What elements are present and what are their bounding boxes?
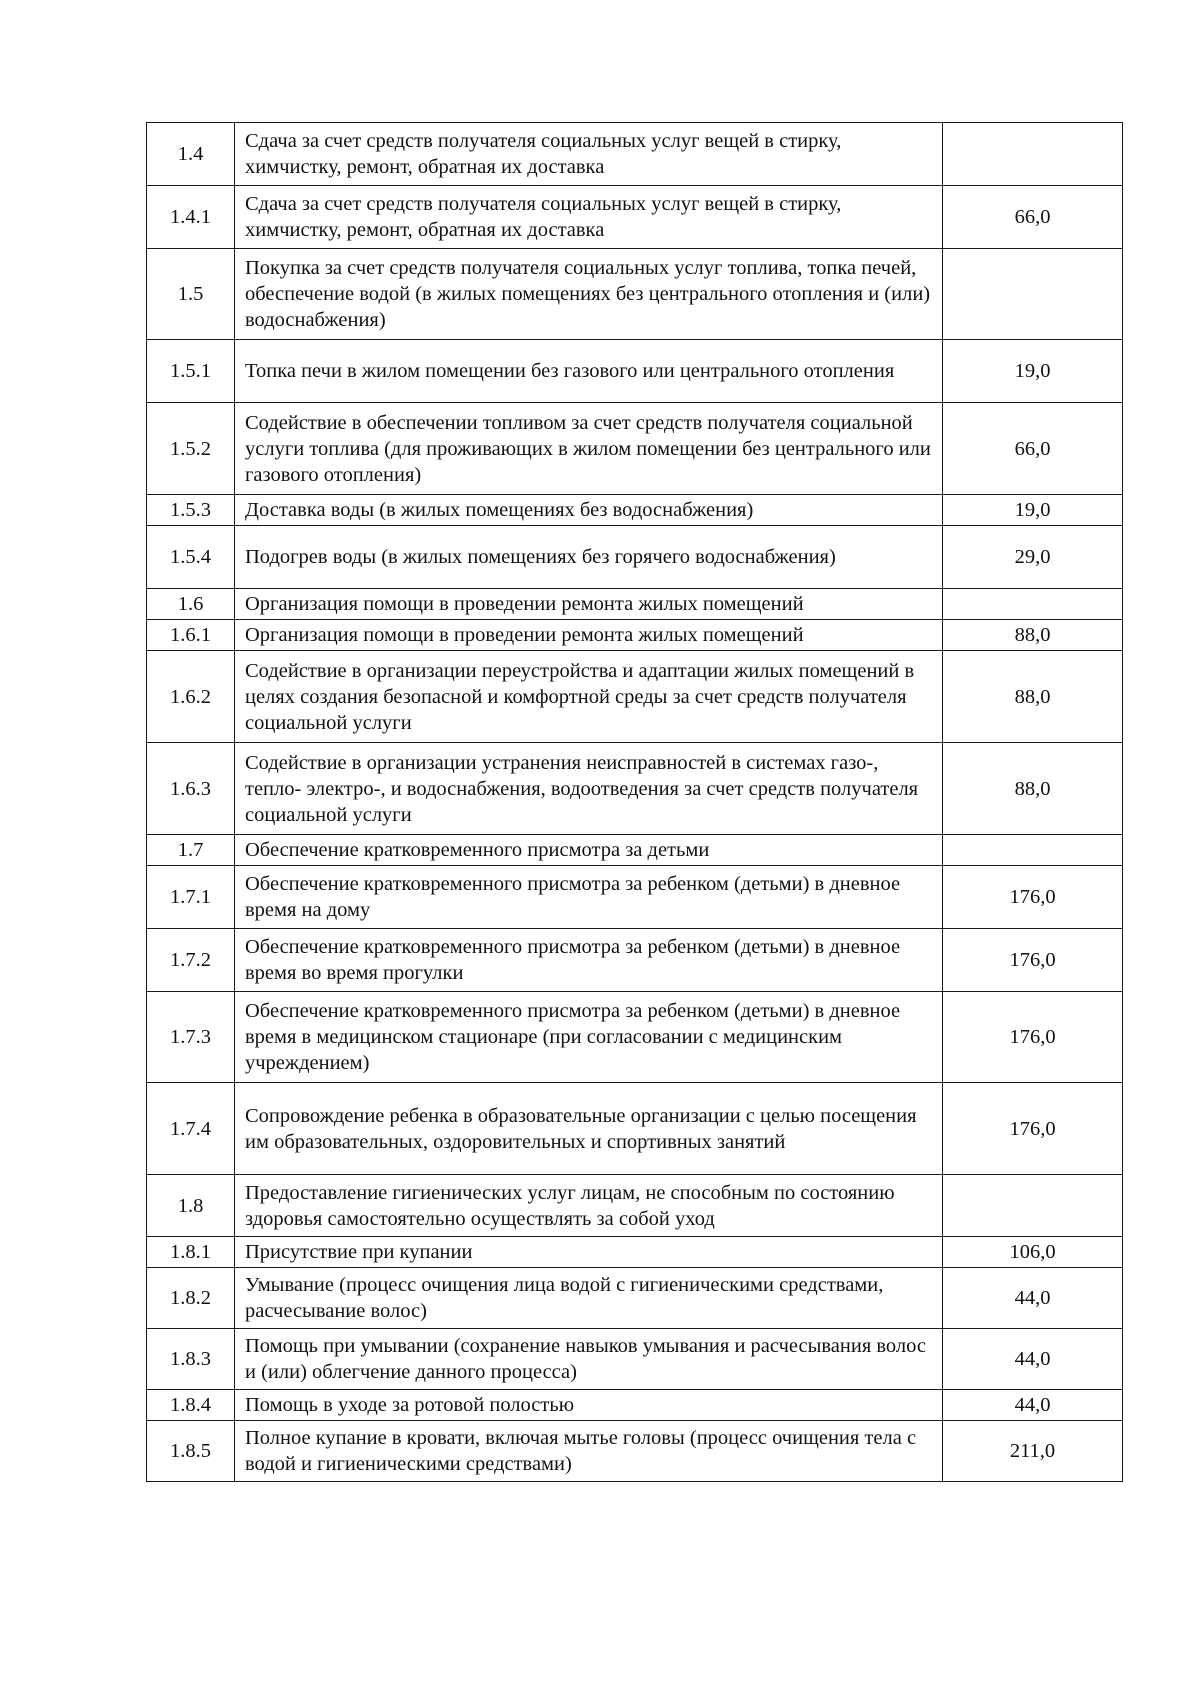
service-price: 211,0 — [943, 1421, 1123, 1482]
service-number: 1.6 — [147, 589, 235, 620]
table-row — [147, 340, 1123, 403]
table-row — [147, 835, 1123, 866]
service-description: Обеспечение кратковременного присмотра за детьми — [235, 835, 943, 866]
service-number: 1.5.2 — [147, 403, 235, 495]
service-description: Помощь в уходе за ротовой полостью — [235, 1390, 943, 1421]
table-row — [147, 1421, 1123, 1482]
service-price: 176,0 — [943, 992, 1123, 1083]
table-row — [147, 589, 1123, 620]
service-price — [943, 123, 1123, 186]
service-description: Содействие в обеспечении топливом за счет средств получателя социальной услуги топлива (для проживающих в жилом помещении без центрального или газового отопления) — [235, 403, 943, 495]
service-price — [943, 835, 1123, 866]
service-number: 1.5 — [147, 249, 235, 340]
service-description: Содействие в организации переустройства и адаптации жилых помещений в целях создания безопасной и комфортной среды за счет средств получателя социальной услуги — [235, 651, 943, 743]
service-price: 88,0 — [943, 651, 1123, 743]
table-row — [147, 1390, 1123, 1421]
service-price: 176,0 — [943, 866, 1123, 929]
service-number: 1.7.1 — [147, 866, 235, 929]
service-price: 106,0 — [943, 1237, 1123, 1268]
table-row — [147, 1329, 1123, 1390]
service-price: 88,0 — [943, 620, 1123, 651]
table-row — [147, 249, 1123, 340]
table-row — [147, 620, 1123, 651]
service-description: Сдача за счет средств получателя социальных услуг вещей в стирку, химчистку, ремонт, обратная их доставка — [235, 123, 943, 186]
service-number: 1.5.3 — [147, 495, 235, 526]
service-number: 1.7.2 — [147, 929, 235, 992]
service-number: 1.4 — [147, 123, 235, 186]
service-number: 1.6.3 — [147, 743, 235, 835]
table-row — [147, 495, 1123, 526]
service-description: Помощь при умывании (сохранение навыков умывания и расчесывания волос и (или) облегчение данного процесса) — [235, 1329, 943, 1390]
service-price: 19,0 — [943, 495, 1123, 526]
service-price — [943, 1175, 1123, 1237]
services-price-table — [146, 122, 1123, 1482]
table-row — [147, 992, 1123, 1083]
table-row — [147, 123, 1123, 186]
service-description: Сопровождение ребенка в образовательные организации с целью посещения им образовательных, оздоровительных и спортивных занятий — [235, 1083, 943, 1175]
service-description: Доставка воды (в жилых помещениях без водоснабжения) — [235, 495, 943, 526]
service-price: 44,0 — [943, 1268, 1123, 1329]
service-description: Топка печи в жилом помещении без газового или центрального отопления — [235, 340, 943, 403]
service-description: Сдача за счет средств получателя социальных услуг вещей в стирку, химчистку, ремонт, обратная их доставка — [235, 186, 943, 249]
service-number: 1.4.1 — [147, 186, 235, 249]
service-number: 1.8 — [147, 1175, 235, 1237]
service-price: 88,0 — [943, 743, 1123, 835]
service-number: 1.7.3 — [147, 992, 235, 1083]
service-price: 66,0 — [943, 403, 1123, 495]
service-price: 19,0 — [943, 340, 1123, 403]
table-row — [147, 1083, 1123, 1175]
table-row — [147, 651, 1123, 743]
table-row — [147, 866, 1123, 929]
service-description: Обеспечение кратковременного присмотра за ребенком (детьми) в дневное время в медицинском стационаре (при согласовании с медицинским учреждением) — [235, 992, 943, 1083]
service-price: 66,0 — [943, 186, 1123, 249]
service-price: 44,0 — [943, 1390, 1123, 1421]
service-description: Содействие в организации устранения неисправностей в системах газо-, тепло- электро-, и водоснабжения, водоотведения за счет средств получателя социальной услуги — [235, 743, 943, 835]
table-row — [147, 1175, 1123, 1237]
service-number: 1.5.4 — [147, 526, 235, 589]
service-price: 44,0 — [943, 1329, 1123, 1390]
service-description: Обеспечение кратковременного присмотра за ребенком (детьми) в дневное время на дому — [235, 866, 943, 929]
service-price — [943, 249, 1123, 340]
service-price: 176,0 — [943, 929, 1123, 992]
service-number: 1.8.3 — [147, 1329, 235, 1390]
table-row — [147, 743, 1123, 835]
service-number: 1.6.1 — [147, 620, 235, 651]
service-description: Полное купание в кровати, включая мытье головы (процесс очищения тела с водой и гигиеническими средствами) — [235, 1421, 943, 1482]
service-description: Подогрев воды (в жилых помещениях без горячего водоснабжения) — [235, 526, 943, 589]
service-description: Умывание (процесс очищения лица водой с гигиеническими средствами, расчесывание волос) — [235, 1268, 943, 1329]
table-row — [147, 403, 1123, 495]
service-description: Покупка за счет средств получателя социальных услуг топлива, топка печей, обеспечение водой (в жилых помещениях без центрального отопления и (или) водоснабжения) — [235, 249, 943, 340]
table-row — [147, 1237, 1123, 1268]
service-number: 1.8.5 — [147, 1421, 235, 1482]
service-description: Организация помощи в проведении ремонта жилых помещений — [235, 620, 943, 651]
service-description: Предоставление гигиенических услуг лицам, не способным по состоянию здоровья самостоятельно осуществлять за собой уход — [235, 1175, 943, 1237]
table-row — [147, 1268, 1123, 1329]
service-number: 1.5.1 — [147, 340, 235, 403]
service-price — [943, 589, 1123, 620]
table-row — [147, 526, 1123, 589]
service-price: 29,0 — [943, 526, 1123, 589]
service-price: 176,0 — [943, 1083, 1123, 1175]
service-number: 1.7.4 — [147, 1083, 235, 1175]
service-description: Присутствие при купании — [235, 1237, 943, 1268]
service-description: Обеспечение кратковременного присмотра за ребенком (детьми) в дневное время во время прогулки — [235, 929, 943, 992]
service-number: 1.6.2 — [147, 651, 235, 743]
service-number: 1.8.2 — [147, 1268, 235, 1329]
service-number: 1.7 — [147, 835, 235, 866]
table-row — [147, 929, 1123, 992]
service-number: 1.8.1 — [147, 1237, 235, 1268]
service-number: 1.8.4 — [147, 1390, 235, 1421]
service-description: Организация помощи в проведении ремонта жилых помещений — [235, 589, 943, 620]
table-row — [147, 186, 1123, 249]
